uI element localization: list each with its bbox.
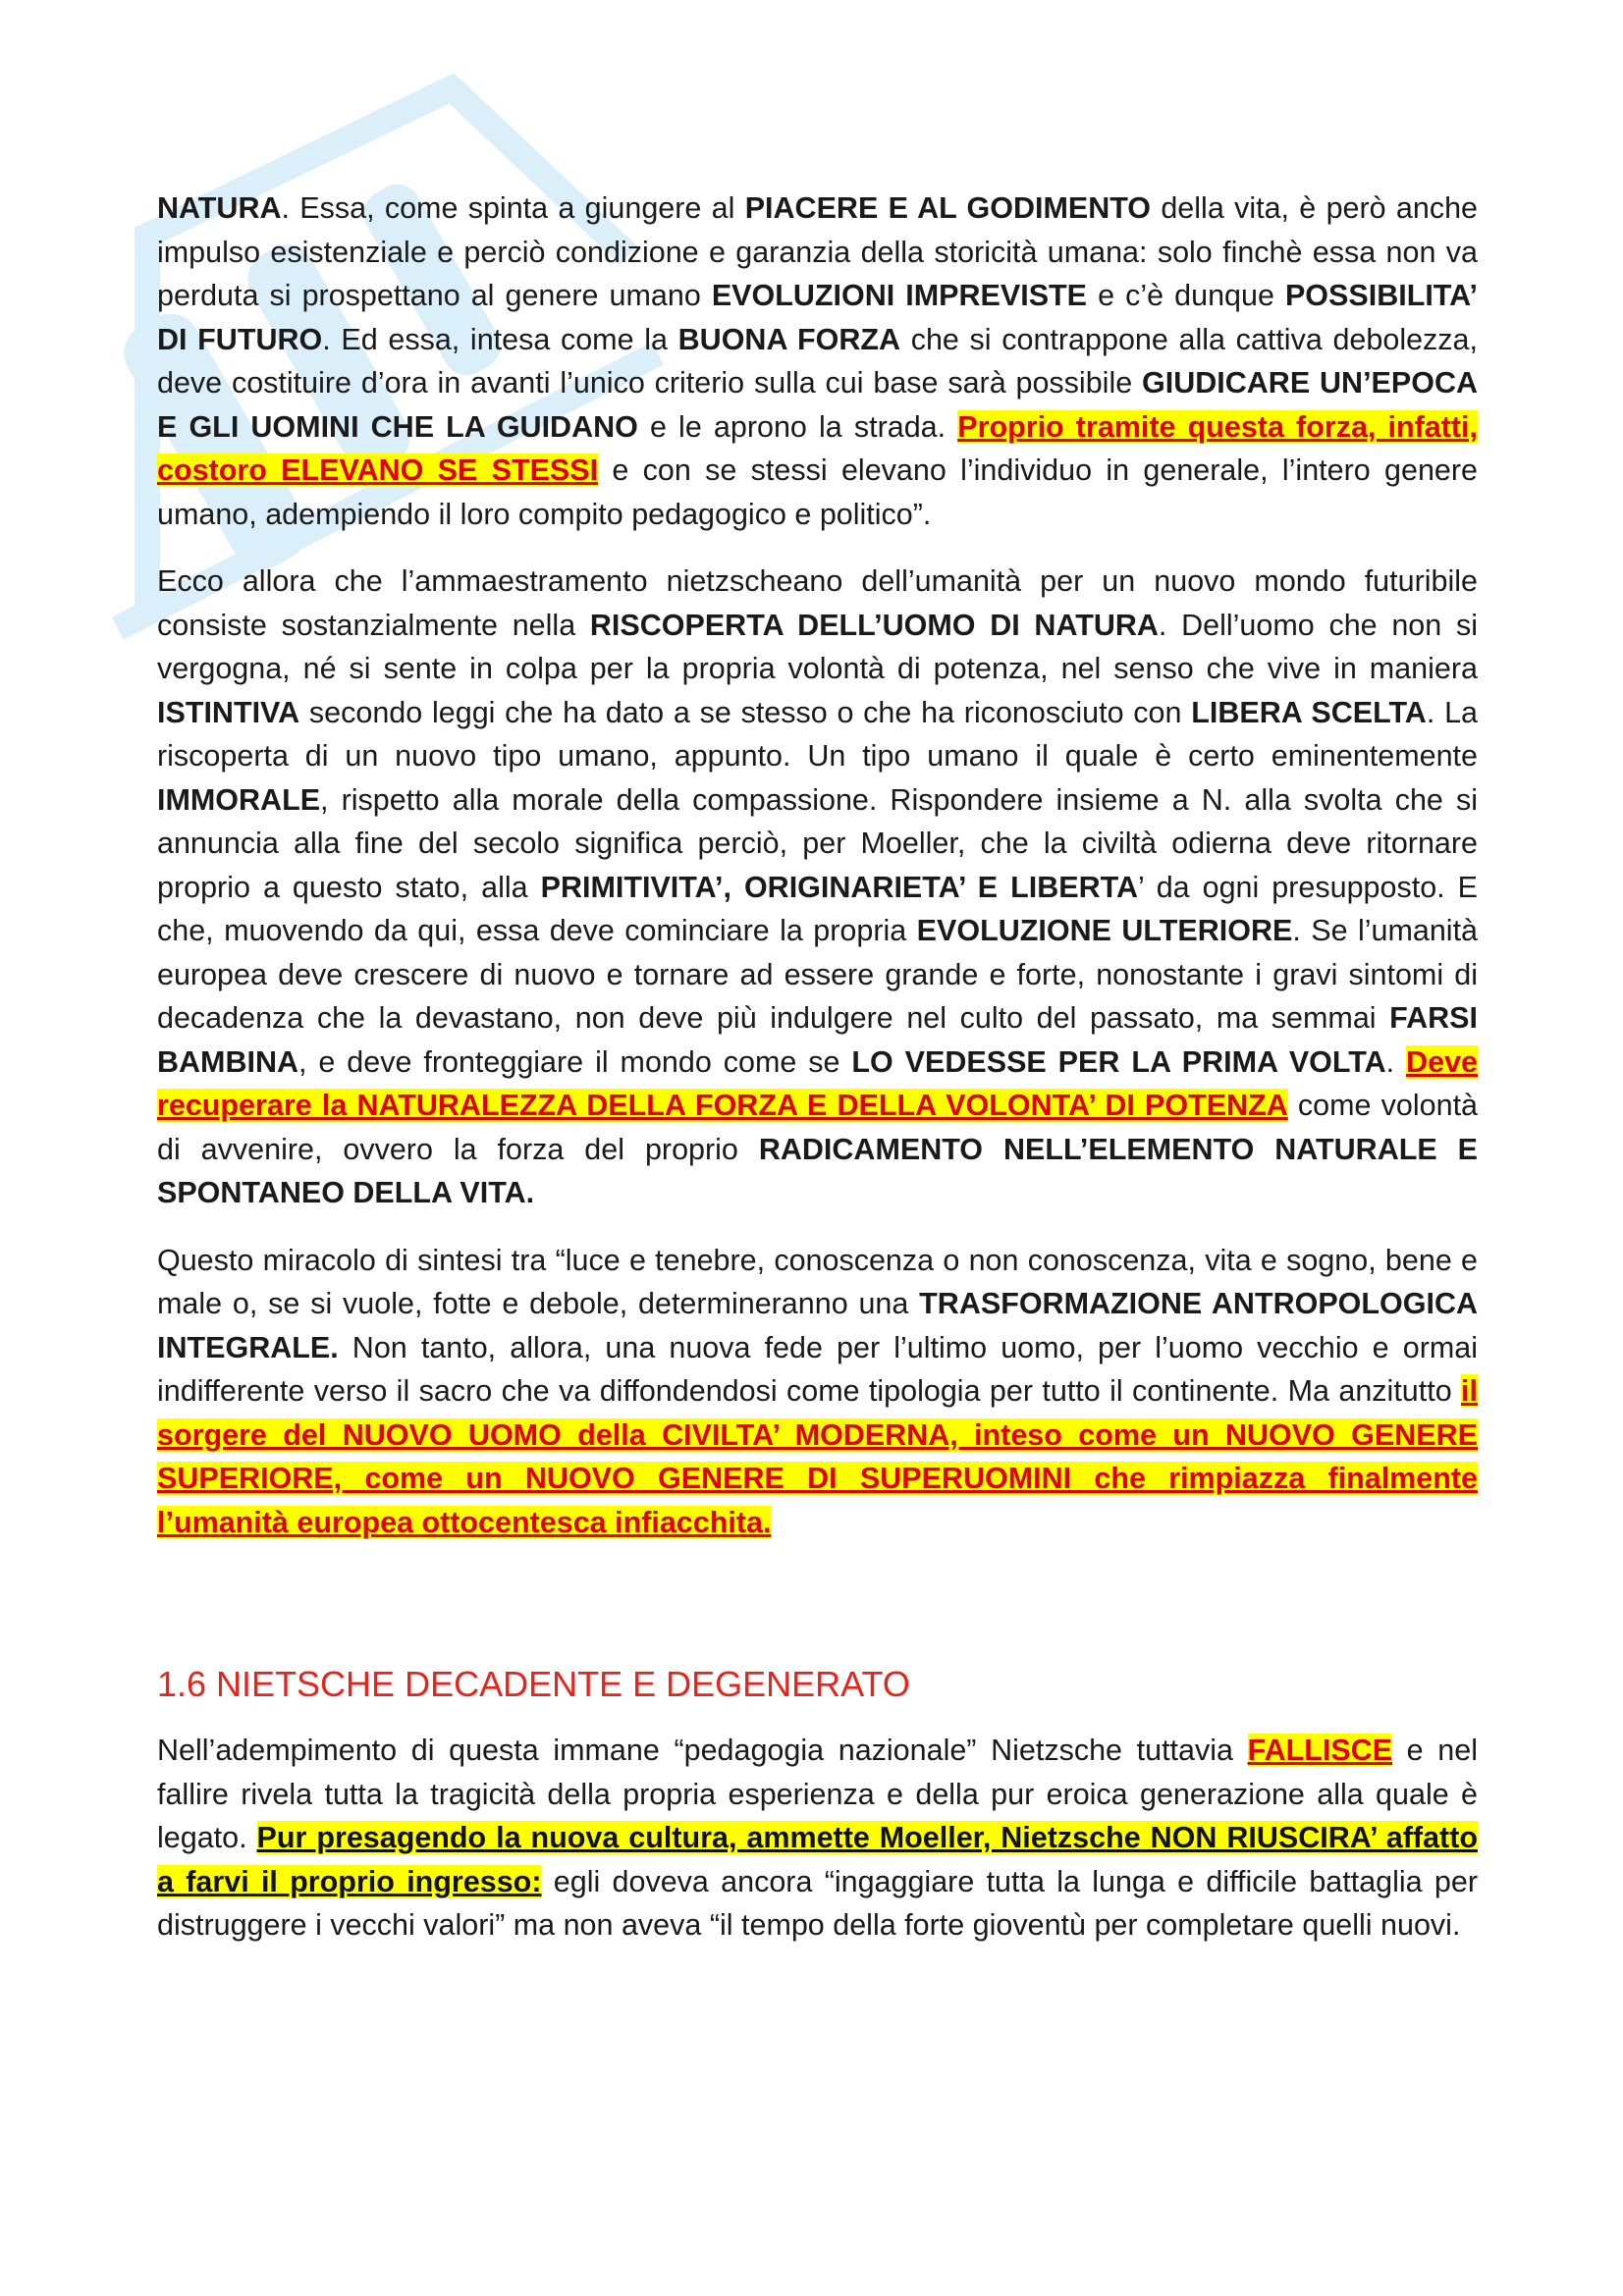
bold-text: ISTINTIVA [157, 695, 300, 729]
section-heading: 1.6 NIETSCHE DECADENTE E DEGENERATO [157, 1664, 910, 1704]
bold-text: EVOLUZIONI IMPREVISTE [711, 279, 1088, 312]
bold-text: GIUDICARE UN’EPOCA E GLI UOMINI CHE LA GUIDANO [157, 366, 1479, 444]
text-run: e con se stessi elevano l’individuo in generale, l’intero genere umano, adempiendo il loro compito pedagogico e politico”. [157, 454, 1479, 531]
bold-text: PRIMITIVITA’, ORIGINARIETA’ E LIBERTA [540, 870, 1139, 904]
bold-text: IMMORALE [157, 782, 321, 817]
bold-text: LIBERA SCELTA [1191, 695, 1427, 729]
text-run: Questo miracolo di sintesi tra “luce e tenebre, conoscenza o non conoscenza, vita e sogno, bene e male o, se si vuole, fotte e debole, determineranno una [157, 1243, 1478, 1320]
bold-text: EVOLUZIONE ULTERIORE [916, 914, 1293, 947]
text-run: egli doveva ancora “ingaggiare tutta la lunga e difficile battaglia per distruggere i vecchi valori” ma non aveva “il tempo della forte gioventù per completare quelli nuovi. [157, 1864, 1479, 1942]
bold-text: LO VEDESSE PER LA PRIMA VOLTA [851, 1044, 1386, 1079]
text-run: e le aprono la strada. [637, 409, 958, 444]
document-page [157, 187, 1478, 1948]
text-run: ’ da ogni presupposto. E che, muovendo da qui, essa deve cominciare la propria [157, 870, 1479, 947]
bold-text: POSSIBILITA’ DI FUTURO [157, 279, 1478, 356]
bold-text: RISCOPERTA DELL’UOMO DI NATURA [589, 608, 1159, 642]
bold-text: PIACERE E AL GODIMENTO [744, 191, 1152, 225]
paragraph [157, 187, 1478, 536]
bold-text: TRASFORMAZIONE ANTROPOLOGICA INTEGRALE. [157, 1287, 1478, 1364]
text-run: , e deve fronteggiare il mondo come se [298, 1044, 852, 1079]
highlighted-text: FALLISCE [1247, 1734, 1393, 1767]
highlighted-text: Proprio tramite questa forza, infatti, costoro ELEVANO SE STESSI [157, 409, 1478, 487]
text-run: secondo leggi che ha dato a se stesso o che ha riconosciuto con [299, 695, 1192, 729]
text-run: che si contrappone alla cattiva debolezza, deve costituire d’ora in avanti l’unico criterio sulla cui base sarà possibile [157, 322, 1478, 400]
text-run: . [1385, 1044, 1407, 1079]
highlighted-text: il sorgere del NUOVO UOMO della CIVILTA’ MODERNA, inteso come un NUOVO GENERE SUPERIORE, come un NUOVO GENERE DI SUPERUOMINI che rimpiazza finalmente l’umanità europea ottocentesca infiacchita. [157, 1374, 1478, 1539]
text-run: Ecco allora che l’ammaestramento nietzscheano dell’umanità per un nuovo mondo futuribile consiste sostanzialmente nella [157, 564, 1478, 642]
paragraph [157, 1729, 1478, 1948]
text-run: . Se l’umanità europea deve crescere di nuovo e tornare ad essere grande e forte, nonostante i gravi sintomi di decadenza che la devastano, non deve più indulgere nel culto del passato, ma semmai [157, 914, 1479, 1035]
text-run: , rispetto alla morale della compassione. Rispondere insieme a N. alla svolta che si annuncia alla fine del secolo significa perciò, per Moeller, che la civiltà odierna deve ritornare proprio a questo stato, alla [157, 782, 1478, 904]
bold-text: RADICAMENTO NELL’ELEMENTO NATURALE E SPONTANEO DELLA VITA. [157, 1132, 1478, 1209]
text-run: e nel fallire rivela tutta la tragicità della propria esperienza e della pur eroica generazione alla quale è legato. [157, 1734, 1478, 1854]
bold-text: FARSI BAMBINA [157, 1001, 1478, 1079]
text-run: . Dell’uomo che non si vergogna, né si sente in colpa per la propria volontà di potenza, nel senso che vive in maniera [157, 608, 1478, 685]
text-run: . Essa, come spinta a giungere al [281, 191, 745, 225]
text-run: Nell’adempimento di questa immane “pedagogia nazionale” Nietzsche tuttavia [157, 1734, 1248, 1767]
text-run: e c’è dunque [1087, 279, 1285, 312]
paragraph [157, 1239, 1478, 1545]
text-run: . Ed essa, intesa come la [322, 322, 678, 356]
text-run: come volontà di avvenire, ovvero la forza del proprio [157, 1089, 1479, 1166]
highlighted-text: Deve recuperare la NATURALEZZA DELLA FORZA E DELLA VOLONTA’ DI POTENZA [157, 1044, 1478, 1122]
text-run: . La riscoperta di un nuovo tipo umano, appunto. Un tipo umano il quale è certo eminentemente [157, 695, 1478, 773]
bold-text: NATURA [157, 191, 282, 225]
text-run: della vita, è però anche impulso esistenziale e perciò condizione e garanzia della storicità umana: solo finchè essa non va perduta si prospettano al genere umano [157, 191, 1479, 312]
paragraph [157, 560, 1478, 1215]
text-run: Non tanto, allora, una nuova fede per l’ultimo uomo, per l’uomo vecchio e ormai indifferente verso il sacro che va diffondendosi come tipologia per tutto il continente. Ma anzitutto [157, 1330, 1478, 1408]
bold-text: BUONA FORZA [677, 322, 901, 356]
highlighted-text: Pur presagendo la nuova cultura, ammette Moeller, Nietzsche NON RIUSCIRA’ affatto a farvi il proprio ingresso: [157, 1821, 1478, 1898]
